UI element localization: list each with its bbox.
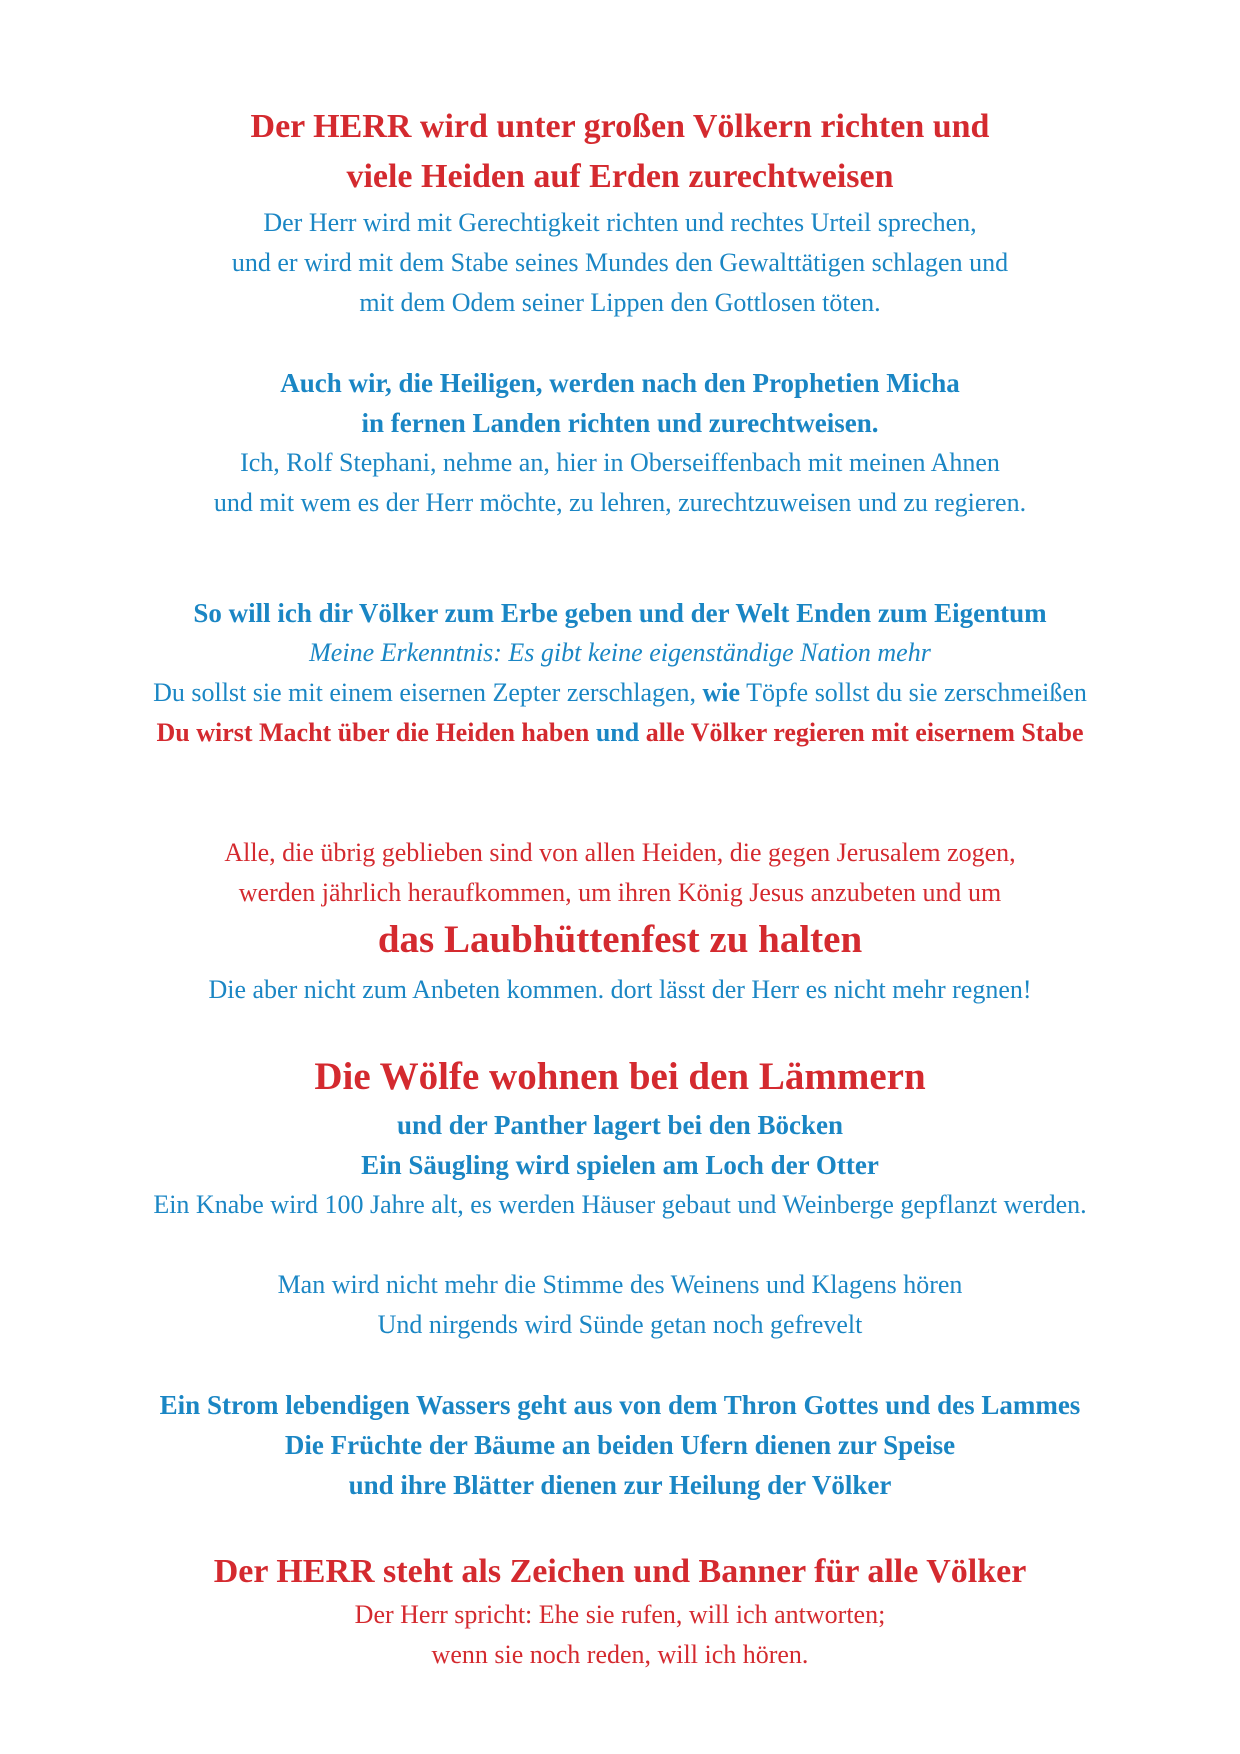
- body-line: und mit wem es der Herr möchte, zu lehren, zurechtzuweisen und zu regieren.: [213, 488, 1027, 517]
- body-text: Töpfe sollst du sie zerschmeißen: [740, 678, 1087, 707]
- body-line: werden jährlich heraufkommen, um ihren König Jesus anzubeten und um: [238, 878, 1002, 907]
- heading-line: Der HERR wird unter großen Völkern richten und: [250, 108, 990, 145]
- heading-line: das Laubhüttenfest zu halten: [377, 918, 863, 961]
- body-line: Ich, Rolf Stephani, nehme an, hier in Oberseiffenbach mit meinen Ahnen: [240, 448, 1000, 477]
- highlight-text: Du wirst Macht über die Heiden haben: [156, 718, 596, 747]
- heading-line: Die Wölfe wohnen bei den Lämmern: [314, 1055, 926, 1098]
- heading-line: So will ich dir Völker zum Erbe geben und der Welt Enden zum Eigentum: [193, 598, 1047, 628]
- highlight-text: alle Völker regieren mit eisernem Stabe: [639, 718, 1084, 747]
- body-line: mit dem Odem seiner Lippen den Gottlosen töten.: [359, 288, 881, 317]
- heading-line: in fernen Landen richten und zurechtweisen.: [361, 408, 879, 438]
- subheading-line: Ein Säugling wird spielen am Loch der Otter: [361, 1150, 879, 1180]
- heading-line: viele Heiden auf Erden zurechtweisen: [346, 158, 894, 195]
- body-line: Alle, die übrig geblieben sind von allen Heiden, die gegen Jerusalem zogen,: [224, 838, 1016, 867]
- body-line: Der Herr spricht: Ehe sie rufen, will ich antworten;: [354, 1600, 886, 1629]
- body-line: wenn sie noch reden, will ich hören.: [431, 1640, 809, 1669]
- body-line: Man wird nicht mehr die Stimme des Weinens und Klagens hören: [277, 1270, 963, 1299]
- heading-line: Die Früchte der Bäume an beiden Ufern dienen zur Speise: [284, 1430, 956, 1460]
- body-line: [0, 680, 1240, 706]
- body-line: Die aber nicht zum Anbeten kommen. dort lässt der Herr es nicht mehr regnen!: [208, 975, 1032, 1004]
- body-line: Ein Knabe wird 100 Jahre alt, es werden Häuser gebaut und Weinberge gepflanzt werden.: [153, 1190, 1087, 1219]
- heading-line: und ihre Blätter dienen zur Heilung der Völker: [348, 1470, 892, 1500]
- italic-line: Meine Erkenntnis: Es gibt keine eigenständige Nation mehr: [309, 638, 931, 667]
- highlight-text: und: [595, 718, 640, 747]
- heading-line: Auch wir, die Heiligen, werden nach den Prophetien Micha: [280, 368, 960, 398]
- highlight-line: [0, 720, 1240, 746]
- body-text: Du sollst sie mit einem eisernen Zepter zerschlagen,: [153, 678, 703, 707]
- body-line: und er wird mit dem Stabe seines Mundes den Gewalttätigen schlagen und: [231, 248, 1009, 277]
- body-line: Der Herr wird mit Gerechtigkeit richten und rechtes Urteil sprechen,: [263, 208, 977, 237]
- emphasis-text: wie: [702, 678, 741, 707]
- heading-line: Ein Strom lebendigen Wassers geht aus von dem Thron Gottes und des Lammes: [159, 1390, 1081, 1420]
- heading-line: Der HERR steht als Zeichen und Banner für alle Völker: [213, 1553, 1027, 1590]
- subheading-line: und der Panther lagert bei den Böcken: [396, 1110, 844, 1140]
- body-line: Und nirgends wird Sünde getan noch gefrevelt: [377, 1310, 863, 1339]
